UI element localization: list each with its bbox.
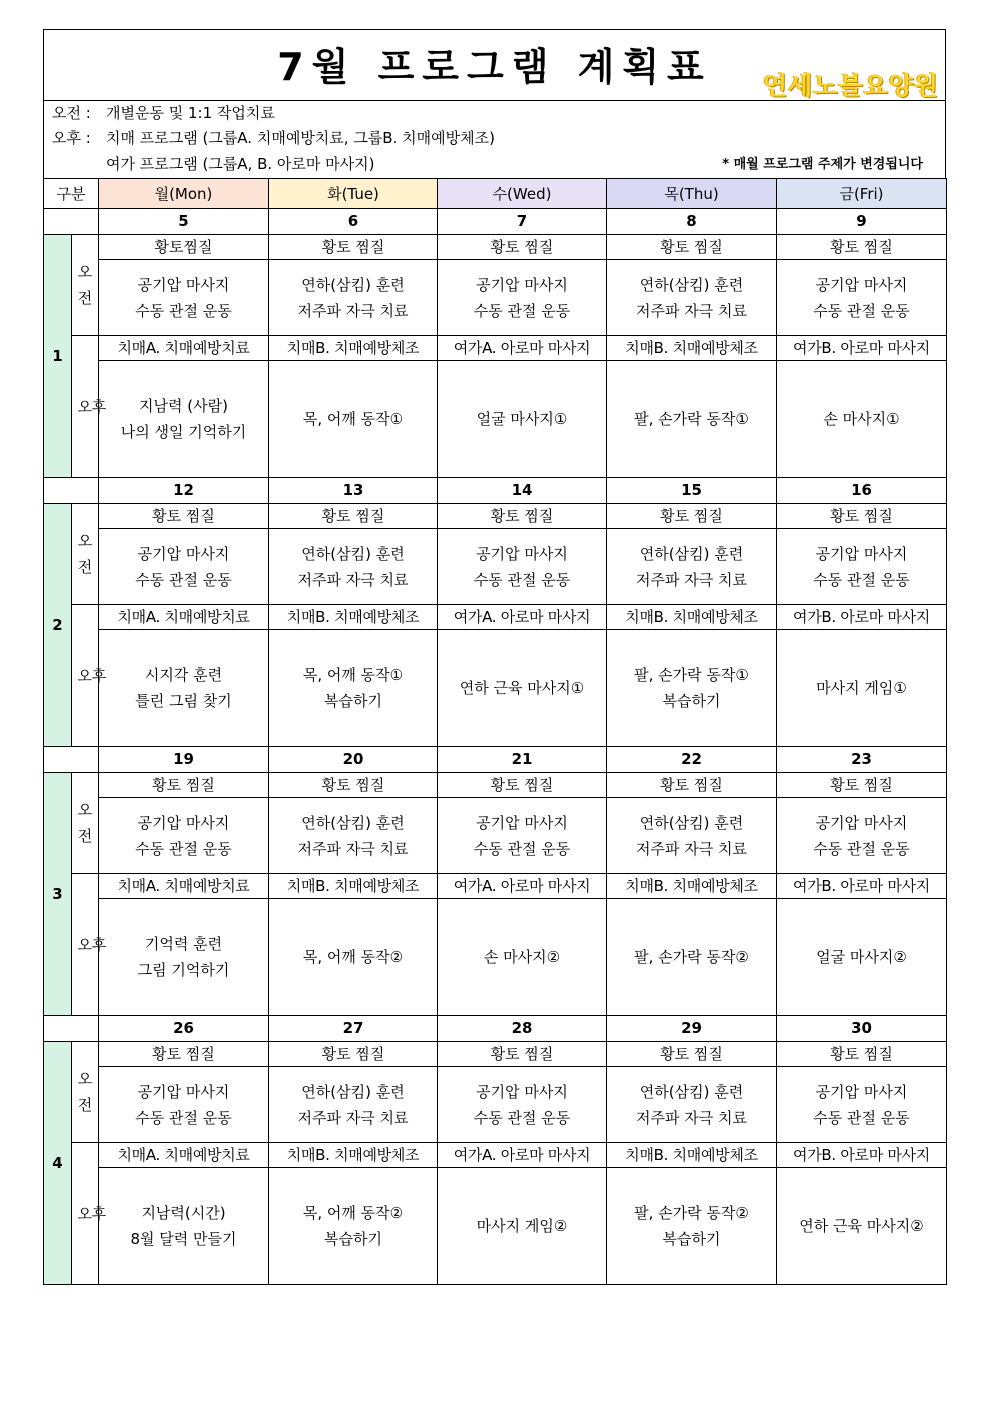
week-date-row [44,478,947,504]
am-main-line-1: 공기압 마사지 [815,813,908,832]
date-cell: 6 [269,209,438,235]
am-top-cell: 황토 찜질 [607,504,777,529]
date-cell: 14 [438,478,607,504]
date-cell: 20 [269,747,438,773]
pm-main-line-1: 기억력 훈련 [144,935,223,953]
pm-main-line-1: 손 마사지② [483,948,561,966]
am-main-cell [607,1067,777,1143]
am-main-line-1: 공기압 마사지 [476,275,568,294]
program-info [43,100,946,178]
am-label: 오전 [77,263,93,307]
am-main-cell [607,529,777,605]
pm-top-cell: 치매B. 치매예방체조 [269,1143,438,1168]
date-cell: 9 [777,209,947,235]
pm-top-cell: 치매B. 치매예방체조 [607,605,777,630]
pm-main-row [44,1168,947,1285]
pm-top-cell: 여가A. 아로마 마사지 [438,1143,607,1168]
am-main-line-2: 수동 관절 운동 [813,1108,910,1127]
pm-info-text-2: 여가 프로그램 (그룹A, B. 아로마 마사지) [106,155,375,173]
am-main-cell [777,260,947,336]
am-top-cell: 황토 찜질 [438,1042,607,1067]
pm-main-cell [777,361,947,478]
pm-top-row [44,605,947,630]
header-row [44,179,947,209]
am-top-cell: 황토 찜질 [99,773,269,798]
pm-main-cell [99,1168,269,1285]
pm-main-line-1: 팔, 손가락 동작② [634,948,749,966]
am-top-cell: 황토 찜질 [438,773,607,798]
pm-label-cell [72,336,106,478]
pm-top-cell: 치매B. 치매예방체조 [269,605,438,630]
pm-label-cell [72,605,106,747]
am-main-line-2: 저주파 자극 치료 [636,301,747,320]
pm-main-cell [438,899,607,1016]
date-cell: 30 [777,1016,947,1042]
pm-main-line-2: 나의 생일 기억하기 [120,423,247,441]
am-main-cell [99,260,269,336]
am-main-cell [269,1067,438,1143]
am-main-line-2: 수동 관절 운동 [813,570,910,589]
header-day-mon: 월(Mon) [99,179,269,209]
am-main-line-1: 공기압 마사지 [476,1082,568,1101]
pm-main-row [44,899,947,1016]
am-main-line-2: 저주파 자극 치료 [297,570,409,589]
pm-main-cell [438,1168,607,1285]
pm-info-line-2 [52,152,375,177]
date-cell: 13 [269,478,438,504]
pm-info-label: 오후 : [52,129,91,147]
header-day-wed: 수(Wed) [438,179,607,209]
pm-main-line-2: 복습하기 [662,692,721,710]
monthly-notice: * 매월 프로그램 주제가 변경됩니다 [722,157,923,172]
pm-main-cell [607,1168,777,1285]
am-top-row [44,235,947,260]
am-top-cell: 황토 찜질 [269,235,438,260]
pm-main-cell [607,899,777,1016]
am-label-cell [72,773,99,874]
pm-main-line-1: 목, 어깨 동작② [302,948,404,966]
pm-main-line-2: 8월 달력 만들기 [130,1230,237,1248]
am-label-cell [72,235,99,336]
am-top-cell: 황토 찜질 [269,1042,438,1067]
pm-main-cell [777,630,947,747]
am-top-cell: 황토 찜질 [99,1042,269,1067]
pm-top-cell: 치매A. 치매예방치료 [99,336,269,361]
pm-top-cell: 치매B. 치매예방체조 [607,1143,777,1168]
am-main-line-2: 수동 관절 운동 [135,301,232,320]
pm-top-cell: 치매B. 치매예방체조 [269,336,438,361]
am-top-row [44,504,947,529]
pm-main-line-2: 틀린 그림 찾기 [135,692,232,710]
am-top-row [44,1042,947,1067]
date-row-blank [44,1016,99,1042]
schedule-table [43,178,947,1285]
week-number: 4 [44,1042,72,1285]
pm-main-cell [269,1168,438,1285]
am-main-cell [99,798,269,874]
pm-main-cell [607,630,777,747]
am-main-cell [607,260,777,336]
pm-main-line-1: 목, 어깨 동작② [302,1204,404,1222]
am-main-row [44,1067,947,1143]
date-cell: 19 [99,747,269,773]
pm-info-text-1: 치매 프로그램 (그룹A. 치매예방치료, 그룹B. 치매예방체조) [106,129,495,147]
pm-main-line-1: 얼굴 마사지② [816,948,907,966]
pm-main-line-1: 연하 근육 마사지② [799,1217,924,1235]
am-main-line-1: 연하(삼킴) 훈련 [301,275,405,294]
am-main-line-2: 저주파 자극 치료 [297,1108,409,1127]
am-label-cell [72,504,99,605]
am-top-cell: 황토 찜질 [607,235,777,260]
pm-main-line-1: 시지각 훈련 [144,666,223,684]
header-day-fri: 금(Fri) [777,179,947,209]
date-row-blank [44,747,99,773]
pm-top-cell: 여가B. 아로마 마사지 [777,605,947,630]
date-cell: 23 [777,747,947,773]
date-cell: 12 [99,478,269,504]
am-top-cell: 황토 찜질 [269,773,438,798]
date-cell: 27 [269,1016,438,1042]
am-info-text: 개별운동 및 1:1 작업치료 [106,104,275,122]
am-main-cell [438,260,607,336]
date-row-blank [44,478,99,504]
pm-label: 오후 [77,1204,106,1223]
am-top-cell: 황토 찜질 [777,504,947,529]
pm-top-cell: 여가B. 아로마 마사지 [777,336,947,361]
pm-main-row [44,630,947,747]
am-main-line-1: 공기압 마사지 [137,1082,230,1101]
pm-label-cell [72,1143,106,1285]
am-main-cell [269,798,438,874]
header-gubun: 구분 [44,179,99,209]
am-main-line-2: 수동 관절 운동 [135,839,232,858]
am-label: 오전 [77,1070,93,1114]
date-cell: 28 [438,1016,607,1042]
pm-label-cell [72,874,106,1016]
pm-main-cell [269,361,438,478]
pm-top-cell: 치매B. 치매예방체조 [607,874,777,899]
am-main-cell [777,1067,947,1143]
am-main-line-2: 저주파 자극 치료 [636,839,747,858]
am-main-line-1: 공기압 마사지 [137,544,230,563]
am-main-cell [99,529,269,605]
am-main-line-1: 공기압 마사지 [476,813,568,832]
date-cell: 7 [438,209,607,235]
am-main-line-1: 연하(삼킴) 훈련 [301,544,405,563]
pm-top-cell: 여가B. 아로마 마사지 [777,874,947,899]
pm-label: 오후 [77,397,106,416]
am-top-cell: 황토찜질 [99,235,269,260]
pm-main-line-1: 팔, 손가락 동작① [634,666,749,684]
am-top-cell: 황토 찜질 [438,235,607,260]
pm-main-cell [99,899,269,1016]
pm-main-line-1: 얼굴 마사지① [476,410,568,428]
am-main-line-2: 수동 관절 운동 [473,570,571,589]
pm-main-line-1: 팔, 손가락 동작① [634,410,749,428]
am-main-cell [438,529,607,605]
pm-top-cell: 치매A. 치매예방치료 [99,605,269,630]
am-main-cell [269,529,438,605]
date-cell: 5 [99,209,269,235]
am-top-cell: 황토 찜질 [777,235,947,260]
am-main-line-2: 수동 관절 운동 [473,839,571,858]
pm-main-line-1: 연하 근육 마사지① [459,679,585,697]
am-main-line-1: 공기압 마사지 [137,813,230,832]
pm-main-cell [269,630,438,747]
pm-main-row [44,361,947,478]
am-top-cell: 황토 찜질 [438,504,607,529]
pm-main-line-1: 지남력(시간) [141,1204,226,1222]
am-top-row [44,773,947,798]
am-main-line-2: 저주파 자극 치료 [636,1108,747,1127]
am-main-line-2: 수동 관절 운동 [813,839,910,858]
pm-info-line [52,126,495,151]
am-main-line-1: 연하(삼킴) 훈련 [639,275,744,294]
am-main-line-2: 수동 관절 운동 [813,301,910,320]
date-cell: 26 [99,1016,269,1042]
title-box [43,29,946,100]
am-main-cell [777,798,947,874]
pm-top-cell: 치매A. 치매예방치료 [99,1143,269,1168]
date-row-blank [44,209,99,235]
week-date-row [44,1016,947,1042]
organization-name: 연세노블요양원 [762,71,939,100]
pm-top-row [44,336,947,361]
pm-top-cell: 치매B. 치매예방체조 [269,874,438,899]
pm-label: 오후 [77,935,106,954]
am-main-cell [99,1067,269,1143]
header-day-tue: 화(Tue) [269,179,438,209]
date-cell: 15 [607,478,777,504]
am-main-line-2: 저주파 자극 치료 [636,570,747,589]
pm-main-cell [99,361,269,478]
am-main-cell [777,529,947,605]
pm-main-cell [777,899,947,1016]
am-main-cell [269,260,438,336]
date-cell: 16 [777,478,947,504]
am-main-line-1: 공기압 마사지 [815,275,908,294]
am-main-line-1: 연하(삼킴) 훈련 [639,1082,744,1101]
am-info-label: 오전 : [52,104,91,122]
week-date-row [44,209,947,235]
week-number: 1 [44,235,72,478]
pm-main-cell [438,361,607,478]
am-main-cell [607,798,777,874]
am-main-line-2: 저주파 자극 치료 [297,839,409,858]
am-top-cell: 황토 찜질 [269,504,438,529]
am-main-row [44,798,947,874]
pm-main-line-1: 손 마사지① [823,410,900,428]
am-label: 오전 [77,801,93,845]
pm-main-line-2: 복습하기 [662,1230,721,1248]
am-main-line-1: 공기압 마사지 [137,275,230,294]
schedule-document [43,29,946,1285]
pm-main-line-1: 지남력 (사람) [139,397,228,415]
date-cell: 21 [438,747,607,773]
pm-main-line-2: 복습하기 [324,1230,382,1248]
week-number: 3 [44,773,72,1016]
am-main-line-1: 연하(삼킴) 훈련 [639,813,744,832]
am-label-cell [72,1042,99,1143]
am-top-cell: 황토 찜질 [777,1042,947,1067]
pm-main-cell [777,1168,947,1285]
pm-main-line-1: 마사지 게임① [816,679,907,697]
am-main-line-1: 연하(삼킴) 훈련 [639,544,744,563]
header-day-thu: 목(Thu) [607,179,777,209]
am-top-cell: 황토 찜질 [99,504,269,529]
am-top-cell: 황토 찜질 [607,773,777,798]
am-main-cell [438,798,607,874]
am-label: 오전 [77,532,93,576]
am-main-line-1: 연하(삼킴) 훈련 [301,1082,405,1101]
am-main-line-2: 수동 관절 운동 [473,301,571,320]
am-main-row [44,529,947,605]
pm-main-line-1: 목, 어깨 동작① [302,666,404,684]
am-info-line [52,101,275,126]
pm-main-line-1: 목, 어깨 동작① [302,410,404,428]
pm-main-cell [607,361,777,478]
pm-top-cell: 여가A. 아로마 마사지 [438,336,607,361]
pm-main-line-1: 팔, 손가락 동작② [634,1204,749,1222]
page-title: 7월 프로그램 계획표 [277,45,712,89]
am-main-line-2: 수동 관절 운동 [135,570,232,589]
week-number: 2 [44,504,72,747]
date-cell: 8 [607,209,777,235]
am-main-row [44,260,947,336]
pm-main-cell [99,630,269,747]
pm-main-cell [269,899,438,1016]
pm-top-row [44,1143,947,1168]
pm-label: 오후 [77,666,106,685]
date-cell: 22 [607,747,777,773]
am-top-cell: 황토 찜질 [607,1042,777,1067]
pm-main-line-1: 마사지 게임② [476,1217,568,1235]
pm-top-cell: 치매B. 치매예방체조 [607,336,777,361]
date-cell: 29 [607,1016,777,1042]
week-date-row [44,747,947,773]
pm-main-line-2: 그림 기억하기 [137,961,230,979]
am-top-cell: 황토 찜질 [777,773,947,798]
am-main-line-1: 공기압 마사지 [815,544,908,563]
am-main-line-2: 저주파 자극 치료 [297,301,409,320]
pm-main-cell [438,630,607,747]
pm-top-row [44,874,947,899]
am-main-line-2: 수동 관절 운동 [473,1108,571,1127]
am-main-line-1: 공기압 마사지 [815,1082,908,1101]
pm-top-cell: 여가A. 아로마 마사지 [438,605,607,630]
pm-top-cell: 치매A. 치매예방치료 [99,874,269,899]
pm-top-cell: 여가B. 아로마 마사지 [777,1143,947,1168]
pm-main-line-2: 복습하기 [324,692,382,710]
am-main-line-1: 공기압 마사지 [476,544,568,563]
pm-top-cell: 여가A. 아로마 마사지 [438,874,607,899]
am-main-line-2: 수동 관절 운동 [135,1108,232,1127]
am-main-cell [438,1067,607,1143]
am-main-line-1: 연하(삼킴) 훈련 [301,813,405,832]
